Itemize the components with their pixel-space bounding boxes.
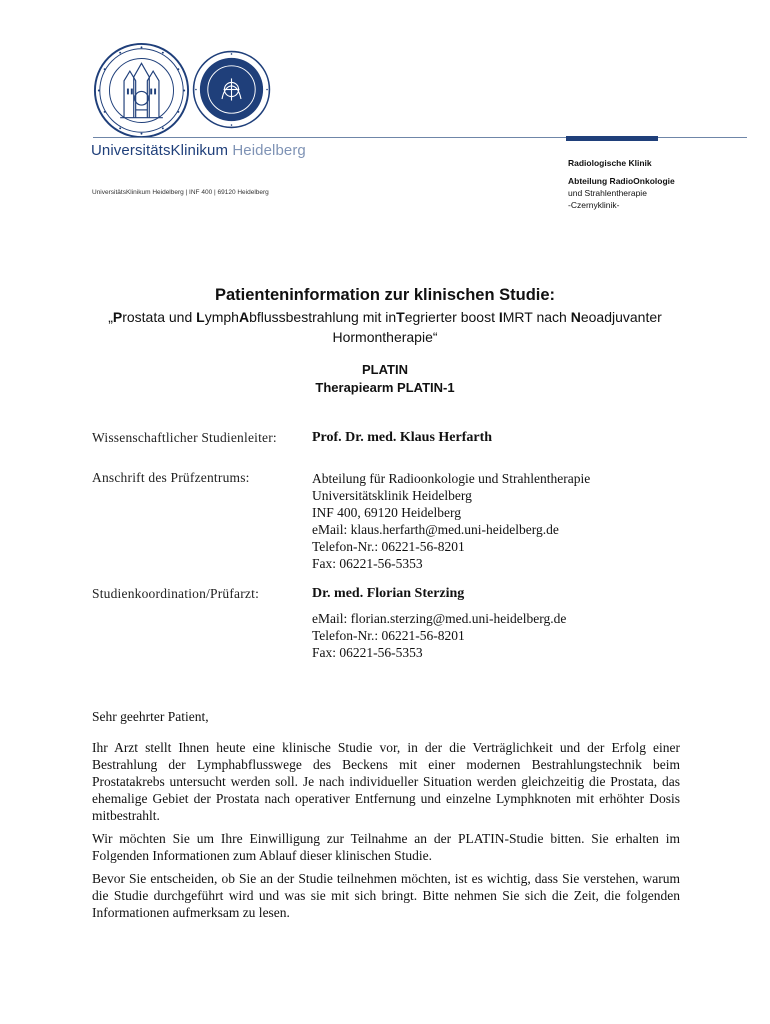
subtitle-text: ymph — [204, 309, 239, 325]
subtitle-initial: N — [570, 309, 581, 325]
subtitle-text: bflussbestrahlung mit in — [249, 309, 397, 325]
study-leader-label: Wissenschaftlicher Studienleiter: — [92, 430, 277, 445]
subtitle-text: MRT nach — [502, 309, 571, 325]
university-seal-logo — [93, 42, 190, 139]
subtitle-initial: L — [196, 309, 205, 325]
dept-building: -Czernyklinik- — [568, 200, 620, 210]
address-line: INF 400, 69120 Heidelberg — [312, 505, 461, 520]
subtitle-line1 — [0, 307, 770, 327]
study-leader-name: Prof. Dr. med. Klaus Herfarth — [312, 430, 493, 445]
subtitle-text: „ — [108, 309, 113, 325]
subtitle-line2: Hormontherapie“ — [332, 329, 438, 345]
address-line: Abteilung für Radioonkologie und Strahlentherapie — [312, 471, 591, 486]
coordinator-label: Studienkoordination/Prüfarzt: — [92, 586, 260, 601]
document-title: Patienteninformation zur klinischen Studie: — [214, 286, 556, 304]
address-block — [312, 470, 590, 572]
subtitle-initial: T — [396, 309, 405, 325]
subtitle-text: egrierter boost — [404, 309, 499, 325]
coordinator-fax: Fax: 06221-56-5353 — [312, 645, 423, 660]
address-phone: Telefon-Nr.: 06221-56-8201 — [312, 539, 465, 554]
document-subtitle — [0, 307, 770, 347]
dept-clinic: Radiologische Klinik — [568, 158, 652, 168]
brand-part1: UniversitätsKlinikum — [91, 142, 229, 159]
subtitle-text: eoadjuvanter — [580, 309, 662, 325]
subtitle-initial: A — [238, 309, 250, 325]
address-email[interactable]: eMail: klaus.herfarth@med.uni-heidelberg.de — [312, 522, 559, 537]
paragraph-consent: Wir möchten Sie um Ihre Einwilligung zur Teilnahme an der PLATIN-Studie bitten. Sie erhalten im Folgenden Informationen zum Ablauf dieser klinischen Studie. — [92, 831, 680, 863]
paragraph-read: Bevor Sie entscheiden, ob Sie an der Studie teilnehmen möchten, ist es wichtig, dass Sie verstehen, warum die Studie durchgeführt wird und was sie mit sich bringt. Bitte nehmen Sie sich die Zeit, die folgenden Informationen aufmerksam zu lesen. — [92, 871, 680, 920]
greeting: Sehr geehrter Patient, — [92, 709, 209, 724]
coordinator-name: Dr. med. Florian Sterzing — [312, 586, 465, 601]
study-arm: Therapiearm PLATIN-1 — [315, 380, 455, 395]
letter-body — [92, 708, 680, 927]
clinic-seal-logo — [192, 50, 271, 129]
sender-address-line: UniversitätsKlinikum Heidelberg | INF 400 | 69120 Heidelberg — [92, 189, 269, 196]
brand-wordmark — [91, 142, 306, 159]
subtitle-initial: I — [498, 309, 503, 325]
subtitle-initial: P — [112, 309, 123, 325]
coordinator-phone: Telefon-Nr.: 06221-56-8201 — [312, 628, 465, 643]
coordinator-email[interactable]: eMail: florian.sterzing@med.uni-heidelberg.de — [312, 611, 567, 626]
coordinator-contact — [312, 610, 566, 661]
dept-division: Abteilung RadioOnkologie — [568, 176, 675, 186]
study-name: PLATIN — [362, 362, 408, 377]
address-label: Anschrift des Prüfzentrums: — [92, 470, 250, 485]
header-accent-bar — [566, 136, 658, 141]
address-line: Universitätsklinik Heidelberg — [312, 488, 472, 503]
address-fax: Fax: 06221-56-5353 — [312, 556, 423, 571]
brand-part2: Heidelberg — [232, 142, 306, 159]
department-block — [568, 157, 675, 211]
paragraph-intro: Ihr Arzt stellt Ihnen heute eine klinische Studie vor, in der die Verträglichkeit und der Erfolg einer Bestrahlung der Lymphabflusswege des Beckens mit einer modernen Bestrahlungstechnik beim Prostatakrebs untersucht werden soll. Je nach individueller Situation werden gleichzeitig die Prostata, das ehemalige Gebiet der Prostata nach operativer Entfernung und einzelne Lymphknoten mit erhöhter Dosis mitbestrahlt. — [92, 740, 680, 823]
subtitle-text: rostata und — [122, 309, 197, 325]
dept-division-sub: und Strahlentherapie — [568, 188, 647, 198]
